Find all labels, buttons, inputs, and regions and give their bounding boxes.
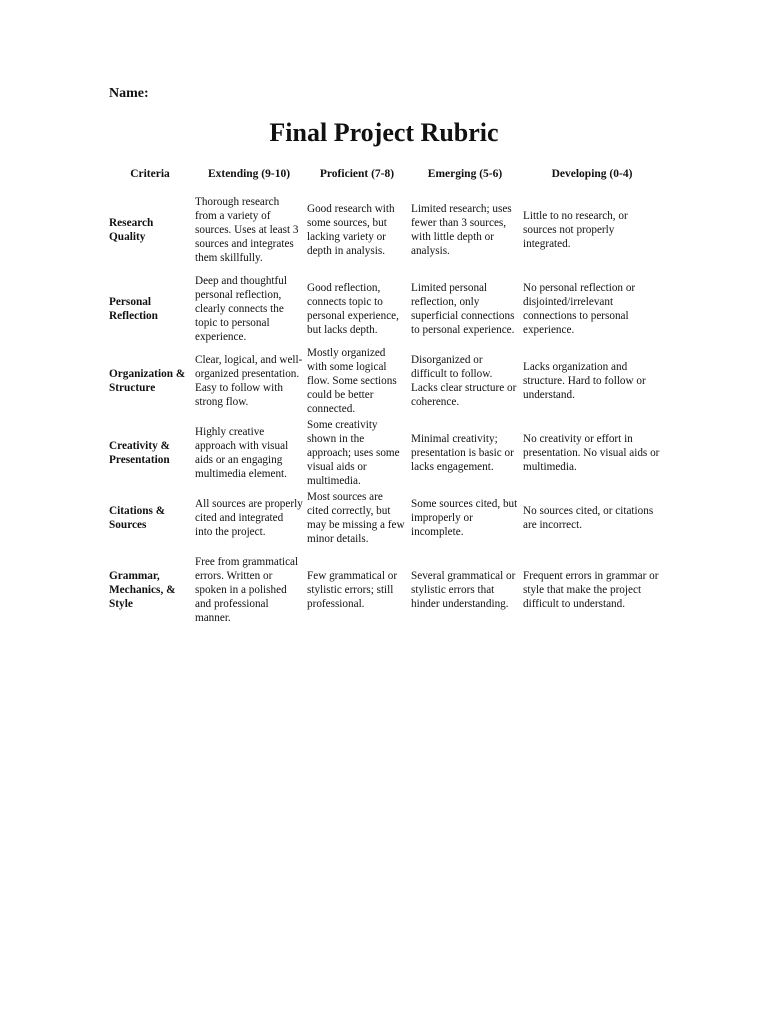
header-emerging: Emerging (5-6) bbox=[427, 168, 503, 180]
table-row bbox=[107, 489, 663, 547]
criteria-cell: Citations & Sources bbox=[109, 505, 166, 531]
emerging-cell: Limited research; uses fewer than 3 sources, with little depth or analysis. bbox=[411, 203, 512, 257]
developing-cell: No personal reflection or disjointed/irrelevant connections to personal experience. bbox=[523, 282, 636, 336]
extending-cell: Clear, logical, and well-organized presentation. Easy to follow with strong flow. bbox=[195, 354, 303, 408]
extending-cell: All sources are properly cited and integrated into the project. bbox=[195, 498, 303, 538]
emerging-cell: Minimal creativity; presentation is basic or lacks engagement. bbox=[411, 433, 514, 473]
proficient-cell: Mostly organized with some logical flow. Some sections could be better connected. bbox=[307, 347, 397, 415]
table-row bbox=[107, 417, 663, 489]
header-proficient: Proficient (7-8) bbox=[319, 168, 395, 180]
proficient-cell: Few grammatical or stylistic errors; still professional. bbox=[307, 570, 398, 610]
emerging-cell: Some sources cited, but improperly or incomplete. bbox=[411, 498, 518, 538]
criteria-cell: Grammar, Mechanics, & Style bbox=[109, 570, 176, 610]
criteria-cell: Creativity & Presentation bbox=[109, 440, 170, 466]
criteria-cell: Personal Reflection bbox=[109, 296, 158, 322]
emerging-cell: Several grammatical or stylistic errors that hinder understanding. bbox=[411, 570, 516, 610]
criteria-cell: Research Quality bbox=[109, 217, 154, 243]
header-extending: Extending (9-10) bbox=[207, 168, 291, 180]
developing-cell: No sources cited, or citations are incorrect. bbox=[523, 505, 654, 531]
criteria-cell: Organization & Structure bbox=[109, 368, 186, 394]
header-developing: Developing (0-4) bbox=[551, 168, 633, 180]
rubric-table bbox=[107, 164, 663, 633]
emerging-cell: Limited personal reflection, only superficial connections to personal experience. bbox=[411, 282, 515, 336]
extending-cell: Deep and thoughtful personal reflection, clearly connects the topic to personal experience. bbox=[195, 275, 287, 343]
header-criteria: Criteria bbox=[130, 168, 170, 180]
page-title: Final Project Rubric bbox=[269, 118, 499, 147]
table-row bbox=[107, 187, 663, 273]
proficient-cell: Good research with some sources, but lacking variety or depth in analysis. bbox=[307, 203, 395, 257]
extending-cell: Free from grammatical errors. Written or spoken in a polished and professional manner. bbox=[195, 556, 299, 624]
emerging-cell: Disorganized or difficult to follow. Lacks clear structure or coherence. bbox=[411, 354, 517, 408]
proficient-cell: Some creativity shown in the approach; uses some visual aids or multimedia. bbox=[307, 419, 400, 487]
developing-cell: No creativity or effort in presentation. No visual aids or multimedia. bbox=[523, 433, 660, 473]
extending-cell: Highly creative approach with visual aids or an engaging multimedia element. bbox=[195, 426, 289, 480]
header-row bbox=[107, 164, 663, 187]
extending-cell: Thorough research from a variety of sources. Uses at least 3 sources and integrates them skillfully. bbox=[195, 196, 299, 264]
table-row bbox=[107, 273, 663, 345]
table-row bbox=[107, 547, 663, 633]
developing-cell: Frequent errors in grammar or style that make the project difficult to understand. bbox=[523, 570, 659, 610]
name-label: Name: bbox=[109, 86, 149, 101]
developing-cell: Lacks organization and structure. Hard to follow or understand. bbox=[523, 361, 646, 401]
developing-cell: Little to no research, or sources not properly integrated. bbox=[523, 210, 628, 250]
table-row bbox=[107, 345, 663, 417]
proficient-cell: Most sources are cited correctly, but may be missing a few minor details. bbox=[307, 491, 405, 545]
proficient-cell: Good reflection, connects topic to personal experience, but lacks depth. bbox=[307, 282, 399, 336]
